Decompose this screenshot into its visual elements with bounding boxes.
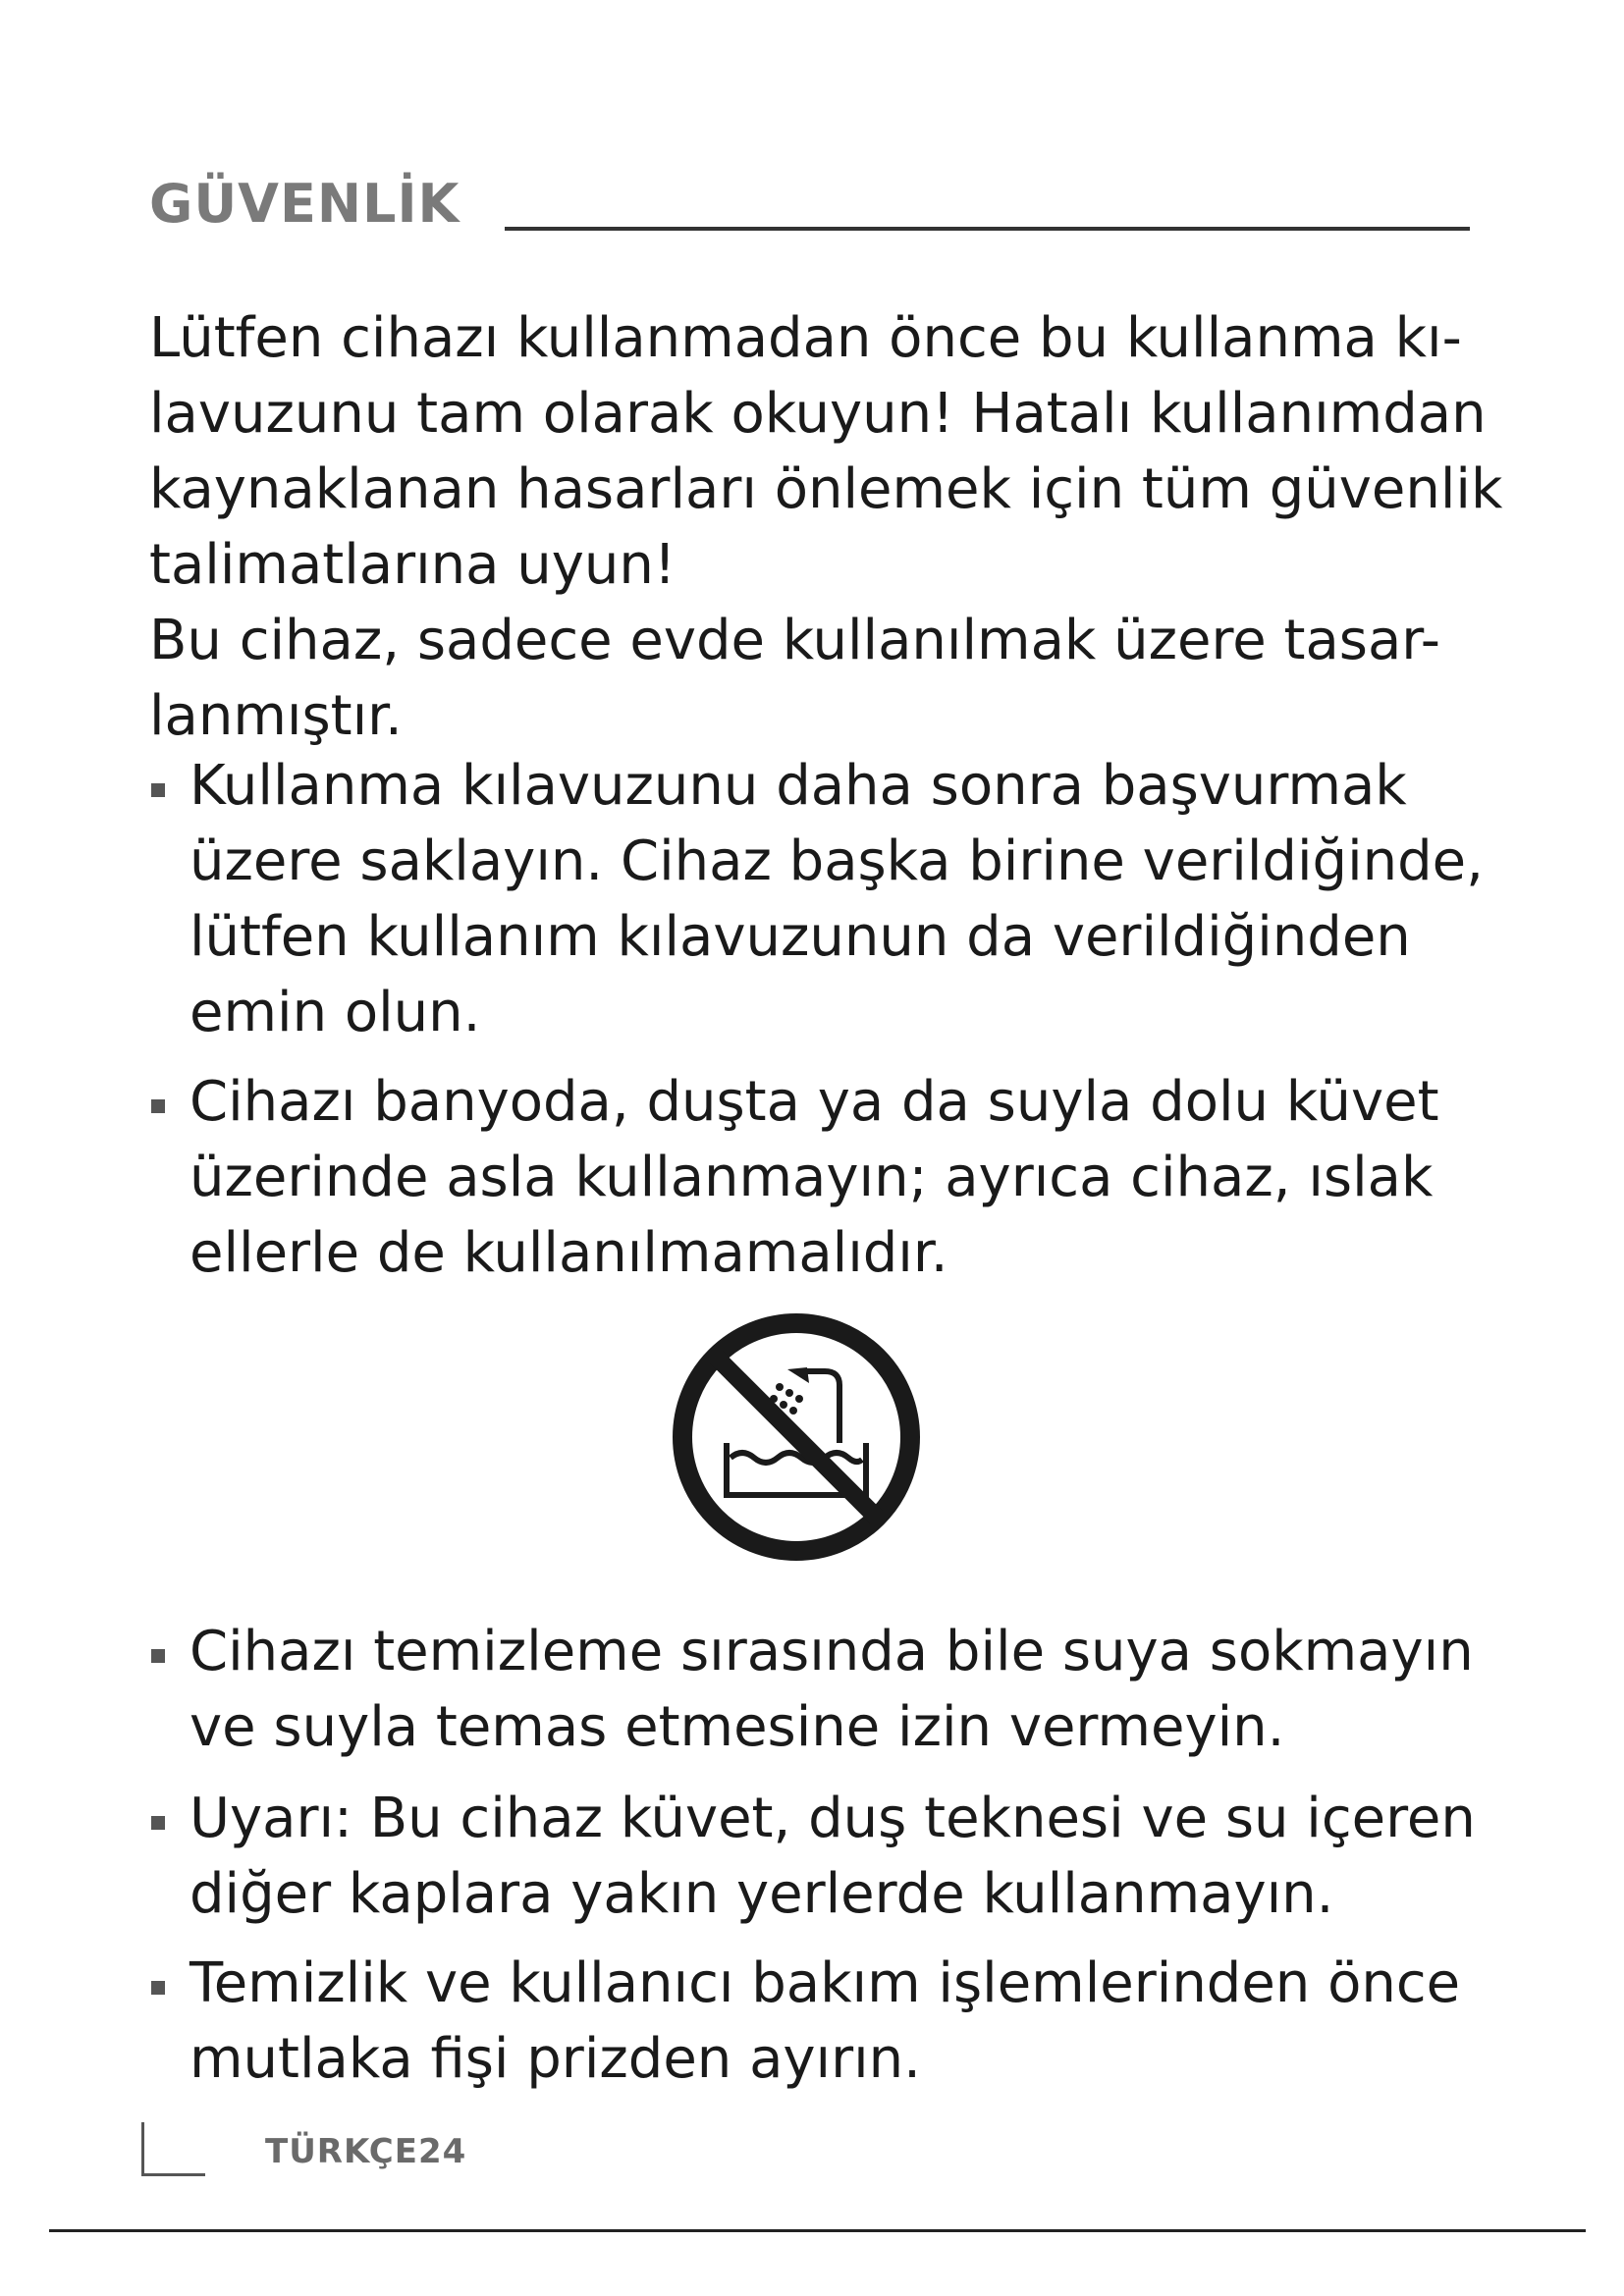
text-line: diğer kaplara yakın yerlerde kullanmayın.	[189, 1862, 1334, 1926]
text-line: Bu cihaz, sadece evde kullanılmak üzere tasar-	[149, 609, 1440, 672]
text-line: mutlaka fişi prizden ayırın.	[189, 2027, 921, 2091]
text-line: talimatlarına uyun!	[149, 533, 677, 597]
bullet-square-icon	[151, 783, 165, 797]
text-line: ellerle de kullanılmamalıdır.	[189, 1221, 948, 1285]
text-line: kaynaklanan hasarları önlemek için tüm güvenlik	[149, 457, 1503, 521]
page-corner-mark	[141, 2122, 205, 2176]
text-line: ve suyla temas etmesine izin vermeyin.	[189, 1695, 1285, 1759]
text-line: lütfen kullanım kılavuzunun da verildiğinden	[189, 905, 1411, 969]
text-line: Cihazı temizleme sırasında bile suya sokmayın	[189, 1620, 1474, 1683]
section-title: GÜVENLİK	[149, 173, 460, 235]
intro-paragraph-2	[149, 603, 1524, 754]
bullet-square-icon	[151, 1816, 165, 1830]
page-footer-label: TÜRKÇE24	[265, 2132, 467, 2171]
no-bathtub-shower-icon	[670, 1310, 923, 1564]
text-line: Cihazı banyoda, duşta ya da suyla dolu küvet	[189, 1070, 1439, 1134]
bullet-square-icon	[151, 1981, 165, 1995]
footer-divider	[49, 2229, 1586, 2232]
section-heading-row	[149, 165, 1470, 243]
text-line: lanmıştır.	[149, 684, 403, 748]
text-line: Temizlik ve kullanıcı bakım işlemlerinden önce	[189, 1951, 1461, 2015]
bullet-square-icon	[151, 1099, 165, 1113]
bullet-square-icon	[151, 1649, 165, 1663]
intro-paragraph-1	[149, 300, 1524, 603]
text-line: lavuzunu tam olarak okuyun! Hatalı kullanımdan	[149, 382, 1487, 446]
text-line: Lütfen cihazı kullanmadan önce bu kullanma kı-	[149, 306, 1462, 370]
text-line: üzere saklayın. Cihaz başka birine verildiğinde,	[189, 829, 1484, 893]
text-line: emin olun.	[189, 981, 481, 1044]
text-line: Uyarı: Bu cihaz küvet, duş teknesi ve su içeren	[189, 1787, 1476, 1850]
heading-underline	[505, 227, 1470, 231]
text-line: Kullanma kılavuzunu daha sonra başvurmak	[189, 754, 1407, 818]
text-line: üzerinde asla kullanmayın; ayrıca cihaz, ıslak	[189, 1146, 1434, 1209]
